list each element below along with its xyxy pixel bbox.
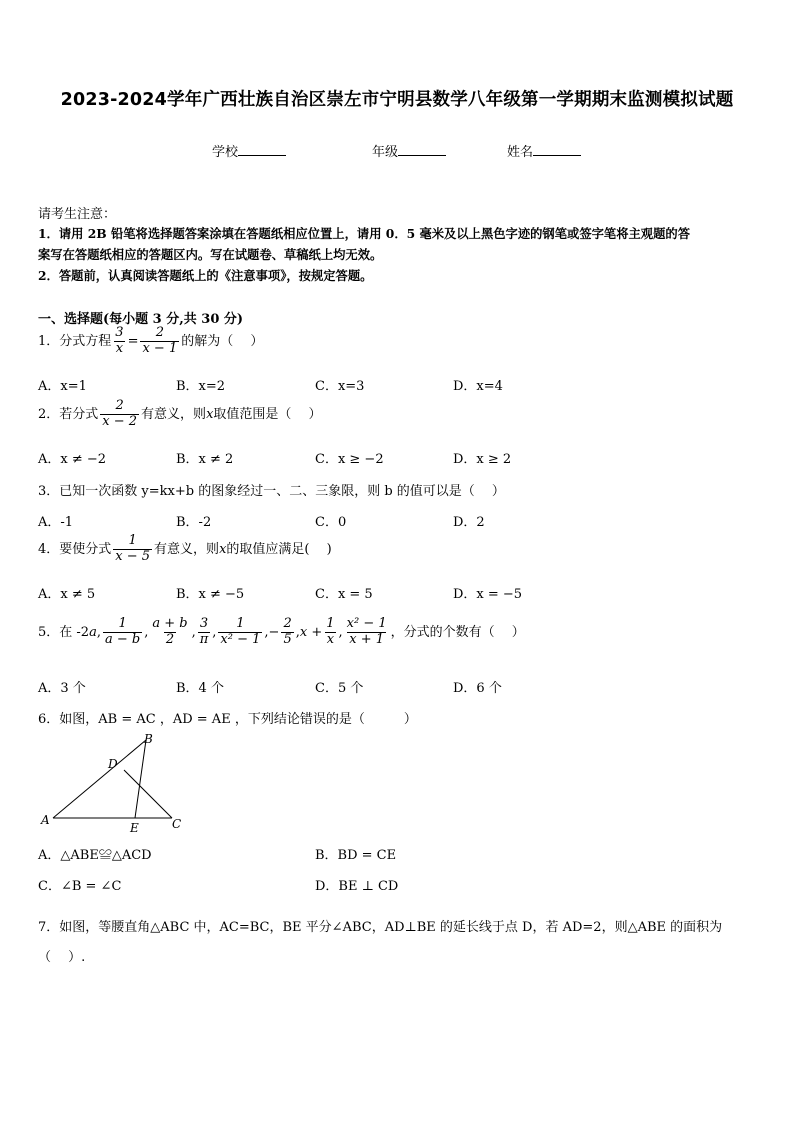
q4-option-b[interactable]: B．x ≠ −5 [176, 587, 245, 602]
segment-ab [53, 740, 146, 818]
grade-field: 年级 [372, 141, 446, 160]
q5-option-b[interactable]: B．4 个 [176, 681, 224, 696]
name-field: 姓名 [507, 141, 581, 160]
q3-option-c[interactable]: C．0 [315, 515, 347, 530]
q3-option-d[interactable]: D．2 [453, 515, 485, 530]
question-7-line-1: 7．如图，等腰直角△ABC 中，AC=BC，BE 平分∠ABC，AD⊥BE 的延长线于点 D，若 AD=2，则△ABE 的面积为 [38, 920, 723, 935]
notice-heading: 请考生注意： [38, 207, 117, 222]
school-blank[interactable] [238, 143, 286, 156]
notice-item-1b: 案写在答题纸相应的答题区内。写在试题卷、草稿纸上均无效。 [38, 247, 383, 262]
notice-item-1a: 1．请用 2B 铅笔将选择题答案涂填在答题纸相应位置上，请用 0．5 毫米及以上黑色字迹的钢笔或签字笔将主观题的答 [38, 226, 690, 241]
q1-option-d[interactable]: D．x=4 [453, 379, 503, 394]
fraction: $\frac{2}{x - 1}$ [142, 325, 178, 356]
label-d: D [108, 757, 118, 771]
fraction: $\frac{2}{x - 2}$ [102, 398, 138, 429]
label-a: A [41, 813, 50, 827]
q2-option-b[interactable]: B．x ≠ 2 [176, 452, 234, 467]
question-3: 3．已知一次函数 y=kx+b 的图象经过一、二、三象限，则 b 的值可以是（ ） [38, 484, 505, 499]
question-1: 1．分式方程 $\frac{3}{x}$ = $\frac{2}{x - 1}$ 的解为（ ） [38, 325, 264, 356]
q2-option-a[interactable]: A．x ≠ −2 [38, 452, 107, 467]
school-field: 学校 [212, 141, 286, 160]
segment-dc [124, 770, 172, 818]
segment-be [135, 740, 146, 818]
q5-option-a[interactable]: A．3 个 [38, 681, 86, 696]
q2-option-d[interactable]: D．x ≥ 2 [453, 452, 512, 467]
label-c: C [172, 817, 182, 831]
q2-option-c[interactable]: C．x ≥ −2 [315, 452, 384, 467]
question-7-line-2: （ ）. [38, 950, 86, 965]
q4-option-a[interactable]: A．x ≠ 5 [38, 587, 96, 602]
question-6: 6．如图，AB = AC ，AD = AE ，下列结论错误的是（ ） [38, 712, 417, 727]
name-blank[interactable] [533, 143, 581, 156]
question-4: 4．要使分式 $\frac{1}{x - 5}$ 有意义，则x的取值应满足( ) [38, 533, 332, 564]
q6-option-a[interactable]: A．△ABE≌△ACD [38, 848, 152, 863]
q3-option-a[interactable]: A．-1 [38, 515, 74, 530]
q4-option-c[interactable]: C．x = 5 [315, 587, 373, 602]
q6-option-b[interactable]: B．BD = CE [315, 848, 397, 863]
q1-option-c[interactable]: C．x=3 [315, 379, 365, 394]
q5-option-d[interactable]: D．6 个 [453, 681, 502, 696]
label-e: E [130, 821, 139, 834]
q5-option-c[interactable]: C．5 个 [315, 681, 364, 696]
q1-option-a[interactable]: A．x=1 [38, 379, 87, 394]
triangle-figure [38, 730, 188, 834]
label-b: B [144, 732, 153, 746]
fraction: $\frac{1}{x - 5}$ [115, 533, 151, 564]
fraction: $\frac{3}{x}$ [115, 325, 124, 356]
q3-option-b[interactable]: B．-2 [176, 515, 212, 530]
question-5: 5．在 -2a, $\frac{1}{a - b}$ , $\frac{a + b}{2}$ , $\frac{3}{\pi}$ , $\frac{1}{\text{x² − 1}}$ ,− $\frac{2}{5}$ ,x + $\frac{1}{x}$ , $\frac{\text{x² − 1}}{x + 1}$ ，分式的个数有（ ） [38, 616, 525, 647]
q6-option-d[interactable]: D．BE ⊥ CD [315, 879, 399, 894]
question-2: 2．若分式 $\frac{2}{x - 2}$ 有意义，则x取值范围是（ ） [38, 398, 322, 429]
grade-blank[interactable] [398, 143, 446, 156]
q4-option-d[interactable]: D．x = −5 [453, 587, 523, 602]
page-title: 2023-2024学年广西壮族自治区崇左市宁明县数学八年级第一学期期末监测模拟试题 [60, 90, 734, 110]
notice-item-2: 2．答题前，认真阅读答题纸上的《注意事项》，按规定答题。 [38, 268, 373, 283]
q6-option-c[interactable]: C．∠B = ∠C [38, 879, 122, 894]
q1-option-b[interactable]: B．x=2 [176, 379, 226, 394]
section-heading: 一、选择题(每小题 3 分,共 30 分) [38, 312, 244, 327]
